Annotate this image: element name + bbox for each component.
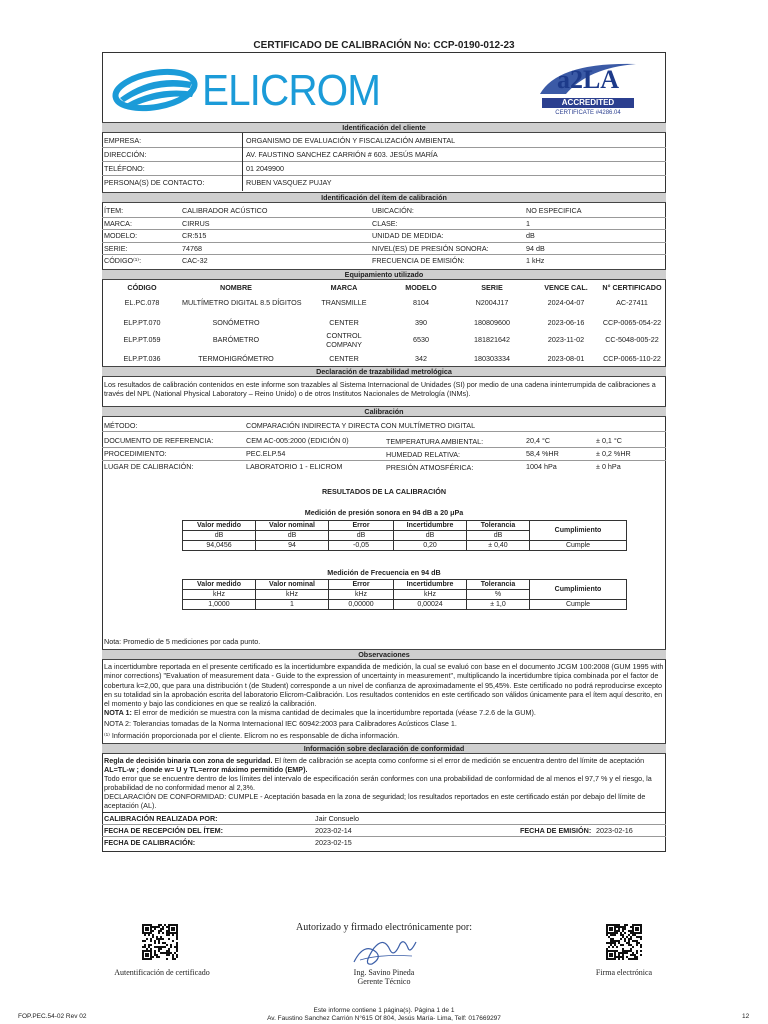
acceptance-limit-text: ; donde w= U y TL=error máximo permitido (EMP). <box>134 765 308 775</box>
calibration-date-value: 2023-02-15 <box>315 838 352 847</box>
condition-label: HUMEDAD RELATIVA: <box>386 450 461 459</box>
conformity-rule <box>104 756 664 775</box>
conformity-section-heading: Información sobre declaración de conformidad <box>102 743 666 754</box>
condition-label: PRESIÓN ATMOSFÉRICA: <box>386 463 474 472</box>
equipment-cell: ELP.PT.036 <box>123 354 161 363</box>
item-field-label: MODELO: <box>104 231 138 240</box>
row-divider <box>102 242 666 243</box>
client-field-label: TELÉFONO: <box>104 164 145 173</box>
elicrom-wordmark: ELICROM <box>202 66 381 115</box>
results-header-cell: Tolerancia <box>467 521 530 531</box>
traceability-section-heading: Declaración de trazabilidad metrológica <box>102 366 666 377</box>
item-field-label-2: CLASE: <box>372 218 398 228</box>
conformity-declaration: DECLARACIÓN DE CONFORMIDAD: CUMPLE - Aceptación basada en la zona de seguridad; los resultados reportados en este certificado están por debajo del límite de aceptación (AL). <box>104 792 646 811</box>
results-value-cell: Cumple <box>530 600 627 610</box>
results-value-cell: 94 <box>256 541 329 551</box>
equipment-cell: 180303334 <box>474 354 510 363</box>
results-unit-cell: % <box>467 590 530 600</box>
results-value-cell: 0,00000 <box>329 600 394 610</box>
decision-rule-text: El ítem de calibración se acepta como conforme si el error de medición se encuentra dentro del límite de aceptación <box>272 756 645 765</box>
equipment-header-3: MODELO <box>405 283 437 292</box>
row-divider <box>102 447 666 448</box>
observations-note-1 <box>104 708 664 717</box>
signed-by-text: Autorizado y firmado electrónicamente por: <box>295 922 473 933</box>
equipment-cell: 390 <box>415 318 427 327</box>
equipment-cell: 6530 <box>413 335 429 344</box>
equipment-cell: ELP.PT.059 <box>123 335 161 344</box>
signoff-row-divider <box>102 836 666 837</box>
reception-date-label: FECHA DE RECEPCIÓN DEL ÍTEM: <box>104 826 224 835</box>
item-field-label: ÍTEM: <box>104 206 124 215</box>
equipment-cell: TRANSMILLE <box>321 298 367 307</box>
decision-rule-label: Regla de decisión binaria con zona de seguridad. <box>104 756 273 765</box>
a2la-icon <box>538 58 638 100</box>
client-field-value: 01 2049900 <box>246 164 284 173</box>
client-section-heading: Identificación del cliente <box>102 122 666 133</box>
item-field-value-2: 1 kHz <box>526 256 545 265</box>
item-field-value: CALIBRADOR ACÚSTICO <box>182 206 268 215</box>
row-divider <box>102 431 666 432</box>
equipment-cell: 180809600 <box>474 318 510 327</box>
elicrom-logo <box>112 58 382 120</box>
equipment-cell: 2023-08-01 <box>547 354 585 363</box>
results-unit-cell: dB <box>256 531 329 541</box>
signature-image <box>350 934 420 968</box>
form-code: FOP.PEC.54-02 Rev 02 <box>18 1013 87 1020</box>
client-field-label: DIRECCIÓN: <box>104 150 147 159</box>
calibration-field-value: CEM AC-005:2000 (EDICIÓN 0) <box>246 436 349 445</box>
item-field-label-2: NIVEL(ES) DE PRESIÓN SONORA: <box>372 243 489 253</box>
equipment-cell: TERMOHIGRÓMETRO <box>198 354 274 363</box>
observations-note-2: NOTA 2: Tolerancias tomadas de la Norma Internacional IEC 60942:2003 para Calibradores Acústicos Clase 1. <box>104 719 457 728</box>
page-number: 12 <box>742 1013 750 1020</box>
item-field-value-2: 94 dB <box>526 243 545 253</box>
calibration-field-value: PEC.ELP.54 <box>246 449 286 458</box>
results-unit-cell: dB <box>329 531 394 541</box>
equipment-header-5: VENCE CAL. <box>544 283 588 292</box>
table-row <box>183 541 627 551</box>
results-note: Nota: Promedio de 5 mediciones por cada punto. <box>104 637 261 646</box>
condition-uncertainty: ± 0 hPa <box>596 462 621 471</box>
a2la-accreditation-seal <box>538 58 638 122</box>
calibration-field-label: DOCUMENTO DE REFERENCIA: <box>104 436 214 445</box>
results-header-cell: Error <box>329 580 394 590</box>
signoff-row-divider <box>102 824 666 825</box>
reception-date-value: 2023-02-14 <box>315 826 352 835</box>
equipment-cell: MULTÍMETRO DIGITAL 8.5 DÍGITOS <box>182 298 302 307</box>
issue-date-label: FECHA DE EMISIÓN: <box>520 826 592 835</box>
client-field-value: ORGANISMO DE EVALUACIÓN Y FISCALIZACIÓN AMBIENTAL <box>246 136 456 145</box>
results-value-cell: 0,20 <box>394 541 467 551</box>
item-field-value: CIRRUS <box>182 218 210 228</box>
results-value-cell: 1,0000 <box>183 600 256 610</box>
equipment-cell: CONTROL COMPANY <box>326 331 362 349</box>
item-field-label-2: UBICACIÓN: <box>372 206 414 215</box>
authentication-label: Autentificación de certificado <box>114 968 210 977</box>
condition-value: 1004 hPa <box>526 462 557 471</box>
equipment-cell: CENTER <box>329 318 359 327</box>
equipment-header-2: MARCA <box>330 283 358 292</box>
equipment-cell: CCP-0065-054-22 <box>602 318 662 327</box>
equipment-cell: AC-27411 <box>616 298 648 307</box>
elicrom-swoosh-icon <box>112 64 198 116</box>
results-value-cell: ± 1,0 <box>467 600 530 610</box>
note-1-label: NOTA 1: <box>104 708 132 717</box>
item-field-label: MARCA: <box>104 218 132 228</box>
results-value-cell: -0,05 <box>329 541 394 551</box>
t1-table <box>182 520 627 551</box>
results-unit-cell: dB <box>467 531 530 541</box>
method-value: COMPARACIÓN INDIRECTA Y DIRECTA CON MULTÍMETRO DIGITAL <box>246 421 476 430</box>
item-field-value-2: dB <box>526 231 535 240</box>
item-field-label: CÓDIGO⁽¹⁾: <box>104 256 142 265</box>
page-count: Este informe contiene 1 página(s). Página 1 de 1 <box>313 1007 455 1014</box>
item-section-heading: Identificación del ítem de calibración <box>102 192 666 203</box>
observations-note-3: ⁽¹⁾ Información proporcionada por el cliente. Elicrom no es responsable de dicha información. <box>104 731 400 740</box>
equipment-cell: CC-5048-005-22 <box>605 335 659 344</box>
certificate-title: CERTIFICADO DE CALIBRACIÓN No: CCP-0190-012-23 <box>253 40 515 51</box>
signer-role: Gerente Técnico <box>357 977 411 986</box>
results-header-cell: Error <box>329 521 394 531</box>
observations-section-heading: Observaciones <box>102 649 666 660</box>
row-divider <box>102 217 666 218</box>
row-divider <box>102 161 666 162</box>
table-row <box>183 600 627 610</box>
equipment-cell: 181821642 <box>474 335 510 344</box>
results-unit-cell: dB <box>183 531 256 541</box>
equipment-cell: CCP-0065-110-22 <box>603 354 661 363</box>
equipment-cell: 2023-06-16 <box>547 318 585 327</box>
condition-label: TEMPERATURA AMBIENTAL: <box>386 437 484 446</box>
item-field-value: CR:515 <box>182 231 207 240</box>
results-header-cell: Cumplimiento <box>530 521 627 541</box>
lab-address: Av. Faustino Sanchez Carrión N°615 Of 804, Jesús María- Lima, Telf: 017669297 <box>267 1015 501 1022</box>
client-field-label: EMPRESA: <box>104 136 142 145</box>
results-header-cell: Incertidumbre <box>394 580 467 590</box>
condition-uncertainty: ± 0,2 %HR <box>596 449 631 458</box>
electronic-signature-label: Firma electrónica <box>595 968 653 977</box>
client-field-value: AV. FAUSTINO SANCHEZ CARRIÓN # 603. JESÚS MARÍA <box>246 150 438 159</box>
signer-name: Ing. Savino Pineda <box>353 968 415 977</box>
results-table-2-title: Medición de Frecuencia en 94 dB <box>327 568 441 577</box>
acceptance-limit-formula: AL=TL-w <box>104 765 135 775</box>
results-value-cell: Cumple <box>530 541 627 551</box>
equipment-header-4: SERIE <box>481 283 503 292</box>
accreditation-certificate: CERTIFICATE #4286.04 <box>555 110 621 116</box>
equipment-cell: SONÓMETRO <box>212 318 260 327</box>
method-label: MÉTODO: <box>104 421 138 430</box>
row-divider <box>102 175 666 176</box>
conformity-probability: Todo error que se encuentre dentro de los límites del intervalo de especificación serán conformes con una probabilidad de conformidad de al menos el 97,7 % y el riesgo, la probabilidad de no conformidad menor al 2,3%. <box>104 774 652 793</box>
results-unit-cell: dB <box>394 531 467 541</box>
row-divider <box>102 229 666 230</box>
calibration-field-label: PROCEDIMIENTO: <box>104 449 167 458</box>
note-1-text: El error de medición se muestra con la misma cantidad de decimales que la incertidumbre reportada (véase 7.2.6 de la GUM). <box>131 708 536 717</box>
item-field-label-2: UNIDAD DE MEDIDA: <box>372 231 444 240</box>
results-value-cell: ± 0,40 <box>467 541 530 551</box>
calibration-field-value: LABORATORIO 1 - ELICROM <box>246 462 343 471</box>
equipment-cell: 2023-11-02 <box>547 335 585 344</box>
equipment-section-heading: Equipamiento utilizado <box>102 269 666 280</box>
equipment-header-0: CÓDIGO <box>127 283 157 292</box>
equipment-cell: EL.PC.078 <box>124 298 160 307</box>
item-field-value: CAC-32 <box>182 256 208 265</box>
results-header-cell: Incertidumbre <box>394 521 467 531</box>
calibration-date-label: FECHA DE CALIBRACIÓN: <box>104 838 196 847</box>
observations-paragraph: La incertidumbre reportada en el presente certificado es la incertidumbre expandida de medición, la cual se evaluó con base en el documento JCGM 100:2008 (GUM 1995 with minor corrections) "Evaluation of measurement data - Guide to the expression of uncertainty in measurement", multiplicando la incertidumbre típica combinada por el factor de cobertura k=2,00, que para una distribución t (de Student) corresponde a un nivel de confianza de aproximadamente el 95,45%. Este certificado no podrá reproducirse excepto en su totalidad sin la aprobación escrita del laboratorio Elicrom-Calibración. Los resultados contenidos en este certificado son válidos únicamente para el ítem aquí descrito, en el momento y bajo las condiciones en que se realizó la calibración. <box>104 662 664 709</box>
equipment-cell: 342 <box>415 354 427 363</box>
equipment-header-6: N° CERTIFICADO <box>602 283 662 292</box>
client-column-divider <box>242 133 243 191</box>
client-field-label: PERSONA(S) DE CONTACTO: <box>104 178 205 187</box>
results-value-cell: 1 <box>256 600 329 610</box>
equipment-cell: N2004J17 <box>475 298 509 307</box>
client-field-value: RUBEN VASQUEZ PUJAY <box>246 178 332 187</box>
performed-by-value: Jair Consuelo <box>315 814 359 823</box>
t2-table <box>182 579 627 610</box>
item-field-value-2: NO ESPECIFICA <box>526 206 582 215</box>
results-header-cell: Valor nominal <box>256 521 329 531</box>
equipment-cell: BARÓMETRO <box>212 335 260 344</box>
results-header-cell: Valor medido <box>183 580 256 590</box>
results-header-cell: Tolerancia <box>467 580 530 590</box>
results-unit-cell: kHz <box>329 590 394 600</box>
condition-uncertainty: ± 0,1 °C <box>596 436 622 445</box>
results-unit-cell: kHz <box>256 590 329 600</box>
equipment-cell: ELP.PT.070 <box>123 318 161 327</box>
item-field-label-2: FRECUENCIA DE EMISIÓN: <box>372 256 465 265</box>
performed-by-label: CALIBRACIÓN REALIZADA POR: <box>104 814 218 823</box>
condition-value: 58,4 %HR <box>526 449 559 458</box>
traceability-text: Los resultados de calibración contenidos en este informe son trazables al Sistema Internacional de Unidades (SI) por medio de una cadena ininterrumpida de calibraciones a través del NPL (National Physical Laboratory – Reino Unido) o de otros Institutos Nacionales de Metrología (INMs). <box>104 380 656 399</box>
results-unit-cell: kHz <box>394 590 467 600</box>
results-header-cell: Valor medido <box>183 521 256 531</box>
accredited-badge: ACCREDITED <box>542 98 634 108</box>
results-heading: RESULTADOS DE LA CALIBRACIÓN <box>321 487 447 496</box>
results-header-cell: Valor nominal <box>256 580 329 590</box>
signoff-divider <box>102 812 666 813</box>
equipment-cell: 8104 <box>413 298 429 307</box>
svg-text:a2LA: a2LA <box>556 65 620 94</box>
table-header-row <box>183 521 627 531</box>
condition-value: 20,4 °C <box>526 436 551 445</box>
electronic-signature-qr-code[interactable] <box>606 924 642 960</box>
equipment-header-1: NOMBRE <box>220 283 252 292</box>
results-table-1-title: Medición de presión sonora en 94 dB a 20 μPa <box>304 508 464 517</box>
row-divider <box>102 460 666 461</box>
results-unit-cell: kHz <box>183 590 256 600</box>
results-value-cell: 0,00024 <box>394 600 467 610</box>
table-header-row <box>183 580 627 590</box>
issue-date-value: 2023-02-16 <box>596 826 633 835</box>
calibration-section-heading: Calibración <box>102 406 666 417</box>
item-field-label: SERIE: <box>104 243 128 253</box>
item-field-value-2: 1 <box>526 218 530 228</box>
equipment-cell: 2024-04-07 <box>547 298 585 307</box>
results-value-cell: 94,0456 <box>183 541 256 551</box>
row-divider <box>102 147 666 148</box>
authentication-qr-code[interactable] <box>142 924 178 960</box>
calibration-field-label: LUGAR DE CALIBRACIÓN: <box>104 462 194 471</box>
row-divider <box>102 254 666 255</box>
item-field-value: 74768 <box>182 243 202 253</box>
results-header-cell: Cumplimiento <box>530 580 627 600</box>
equipment-cell: CENTER <box>329 354 359 363</box>
